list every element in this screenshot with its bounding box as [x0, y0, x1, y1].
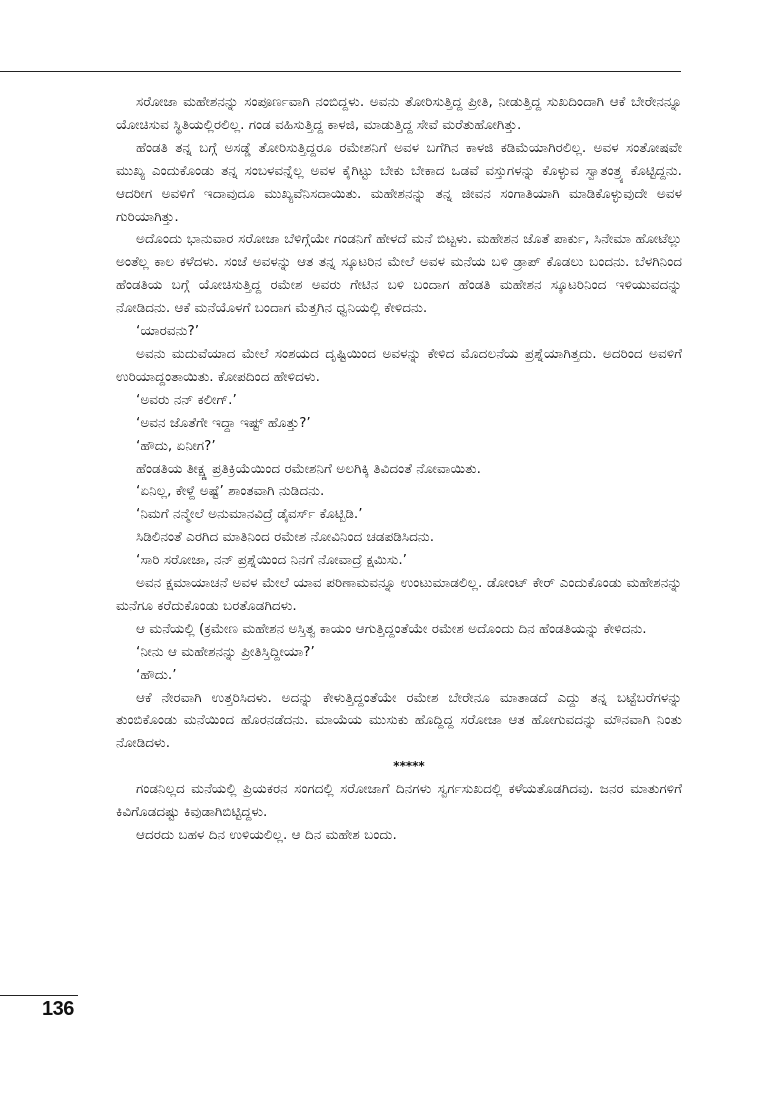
dialogue-line: ‘ಸಾರಿ ಸರೋಜಾ, ನನ್ ಪ್ರಶ್ನೆಯಿಂದ ನಿನಗೆ ನೋವಾದ್ರೆ ಕ್ಷಮಿಸು.’ — [136, 552, 407, 569]
dialogue-line: ‘ಏನಿಲ್ಲ, ಕೇಳ್ದೆ ಅಷ್ಟೆ’ ಶಾಂತವಾಗಿ ನುಡಿದನು. — [136, 483, 325, 500]
footer-rule — [0, 995, 78, 996]
narration-line: ಹೆಂಡತಿಯ ತೀಕ್ಷ್ಣ ಪ್ರತಿಕ್ರಿಯೆಯಿಂದ ರಮೇಶನಿಗೆ ಅಲಗಿಕ್ಕಿ ತಿವಿದಂತೆ ನೋವಾಯಿತು. — [136, 460, 481, 477]
dialogue-line: ‘ನೀನು ಆ ಮಹೇಶನನ್ನು ಪ್ರೀತಿಸ್ತಿದ್ದೀಯಾ?’ — [136, 643, 315, 660]
dialogue-line: ‘ಅವರು ನನ್ ಕಲೀಗ್.’ — [136, 391, 237, 408]
paragraph: ಅವನ ಕ್ಷಮಾಯಾಚನೆ ಅವಳ ಮೇಲೆ ಯಾವ ಪರಿಣಾಮವನ್ನೂ ಉಂಟುಮಾಡಲಿಲ್ಲ. ಡೋಂಟ್ ಕೇರ್ ಎಂದುಕೊಂಡು ಮಹೇಶನನ್ನು ಮನೆಗೂ ಕರೆದುಕೊಂಡು ಬರತೊಡಗಿದಳು. — [116, 575, 682, 614]
section-separator: ***** — [393, 759, 425, 774]
dialogue-line: ‘ಯಾರವನು?’ — [136, 323, 200, 340]
dialogue-line: ‘ನಿಮಗೆ ನನ್ಮೇಲೆ ಅನುಮಾನವಿದ್ರೆ ಡೈವರ್ಸ್ ಕೊಟ್ಬಿಡಿ.’ — [136, 506, 363, 523]
paragraph: ಅವನು ಮದುವೆಯಾದ ಮೇಲೆ ಸಂಶಯದ ದೃಷ್ಟಿಯಿಂದ ಅವಳನ್ನು ಕೇಳಿದ ಮೊದಲನೆಯ ಪ್ರಶ್ನೆಯಾಗಿತ್ತದು. ಅದರಿಂದ ಅವಳಿಗೆ ಉರಿಯಾದ್ದಂತಾಯಿತು. ಕೋಪದಿಂದ ಹೇಳಿದಳು. — [116, 345, 683, 385]
narration-line: ಆದರದು ಬಹಳ ದಿನ ಉಳಿಯಲಿಲ್ಲ. ಆ ದಿನ ಮಹೇಶ ಬಂದು. — [136, 827, 397, 843]
story-text — [116, 91, 682, 847]
paragraph: ಗಂಡನಿಲ್ಲದ ಮನೆಯಲ್ಲಿ ಪ್ರಿಯಕರನ ಸಂಗದಲ್ಲಿ ಸರೋಜಾಗೆ ದಿನಗಳು ಸ್ವರ್ಗಸುಖದಲ್ಲಿ ಕಳೆಯತೊಡಗಿದವು. ಜನರ ಮಾತುಗಳಿಗೆ ಕಿವಿಗೊಡದಷ್ಟು ಕಿವುಡಾಗಿಬಿಟ್ಟಿದ್ದಳು. — [116, 781, 682, 821]
dialogue-line: ‘ಹೌದು, ಏನೀಗ?’ — [136, 437, 216, 454]
paragraph: ಅದೊಂದು ಭಾನುವಾರ ಸರೋಜಾ ಬೆಳಿಗ್ಗೆಯೇ ಗಂಡನಿಗೆ ಹೇಳದೆ ಮನೆ ಬಿಟ್ಟಳು. ಮಹೇಶನ ಜೊತೆ ಪಾರ್ಕು, ಸಿನೇಮಾ ಹೋಟೆಲ್ಲು ಅಂತೆಲ್ಲ ಕಾಲ ಕಳೆದಳು. ಸಂಜೆ ಅವಳನ್ನು ಆತ ತನ್ನ ಸ್ಕೂಟರಿನ ಮೇಲೆ ಅವಳ ಮನೆಯ ಬಳಿ ಡ್ರಾಪ್ ಕೊಡಲು ಬಂದನು. ಬೆಳಗಿನಿಂದ ಹೆಂಡತಿಯ ಬಗ್ಗೆ ಯೋಚಿಸುತ್ತಿದ್ದ ರಮೇಶ ಅವರು ಗೇಟಿನ ಬಳಿ ಬಂದಾಗ ಹೆಂಡತಿ ಮಹೇಶನ ಸ್ಕೂಟರಿನಿಂದ ಇಳಿಯುವದನ್ನು ನೋಡಿದನು. ಆಕೆ ಮನೆಯೊಳಗೆ ಬಂದಾಗ ಮೆತ್ತಗಿನ ಧ್ವನಿಯಲ್ಲಿ ಕೇಳಿದನು. — [116, 231, 682, 317]
dialogue-line: ‘ಅವನ ಜೊತೆಗೇ ಇದ್ದಾ ಇಷ್ಟ್ ಹೊತ್ತು?’ — [136, 414, 311, 431]
paragraph: ಸರೋಜಾ ಮಹೇಶನನ್ನು ಸಂಪೂರ್ಣವಾಗಿ ನಂಬಿದ್ದಳು. ಅವನು ತೋರಿಸುತ್ತಿದ್ದ ಪ್ರೀತಿ, ನೀಡುತ್ತಿದ್ದ ಸುಖದಿಂದಾಗಿ ಆಕೆ ಬೇರೇನನ್ನೂ ಯೋಚಿಸುವ ಸ್ಥಿತಿಯಲ್ಲಿರಲಿಲ್ಲ. ಗಂಡ ವಹಿಸುತ್ತಿದ್ದ ಕಾಳಜಿ, ಮಾಡುತ್ತಿದ್ದ ಸೇವೆ ಮರೆತುಹೋಗಿತ್ತು. — [116, 94, 682, 133]
dialogue-line: ‘ಹೌದು.’ — [136, 666, 177, 683]
paragraph: ಆಕೆ ನೇರವಾಗಿ ಉತ್ತರಿಸಿದಳು. ಅದನ್ನು ಕೇಳುತ್ತಿದ್ದಂತೆಯೇ ರಮೇಶ ಬೇರೇನೂ ಮಾತಾಡದೆ ಎದ್ದು ತನ್ನ ಬಟ್ಟೆಬರೆಗಳನ್ನು ತುಂಬಿಕೊಂಡು ಮನೆಯಿಂದ ಹೊರನಡೆದನು. ಮಾಯೆಯ ಮುಸುಕು ಹೊದ್ದಿದ್ದ ಸರೋಜಾ ಆತ ಹೋಗುವದನ್ನು ಮೌನವಾಗಿ ನಿಂತು ನೋಡಿದಳು. — [116, 689, 682, 752]
paragraph: ಹೆಂಡತಿ ತನ್ನ ಬಗ್ಗೆ ಅಸಡ್ಡೆ ತೋರಿಸುತ್ತಿದ್ದರೂ ರಮೇಶನಿಗೆ ಅವಳ ಬಗೆಗಿನ ಕಾಳಜಿ ಕಡಿಮೆಯಾಗಿರಲಿಲ್ಲ. ಅವಳ ಸಂತೋಷವೇ ಮುಖ್ಯ ಎಂದುಕೊಂಡು ತನ್ನ ಸಂಬಳವನ್ನೆಲ್ಲ ಅವಳ ಕೈಗಿಟ್ಟು ಬೇಕು ಬೇಕಾದ ಒಡವೆ ವಸ್ತುಗಳನ್ನು ಕೊಳ್ಳುವ ಸ್ವಾತಂತ್ರ್ಯ ಕೊಟ್ಟಿದ್ದನು. ಆದರೀಗ ಅವಳಿಗೆ ಇದಾವುದೂ ಮುಖ್ಯವೆನಿಸದಾಯಿತು. ಮಹೇಶನನ್ನು ತನ್ನ ಜೀವನ ಸಂಗಾತಿಯಾಗಿ ಮಾಡಿಕೊಳ್ಳುವುದೇ ಅವಳ ಗುರಿಯಾಗಿತ್ತು. — [116, 139, 682, 225]
page-number: 136 — [42, 998, 74, 1020]
paragraph: ಆ ಮನೆಯಲ್ಲಿ (ಕ್ರಮೇಣ ಮಹೇಶನ ಅಸ್ತಿತ್ವ ಕಾಯಂ ಆಗುತ್ತಿದ್ದಂತೆಯೇ ರಮೇಶ ಅದೊಂದು ದಿನ ಹೆಂಡತಿಯನ್ನು ಕೇಳಿದನು. — [136, 620, 647, 637]
narration-line: ಸಿಡಿಲಿನಂತೆ ಎರಗಿದ ಮಾತಿನಿಂದ ರಮೇಶ ನೋವಿನಿಂದ ಚಡಪಡಿಸಿದನು. — [136, 529, 435, 546]
header-rule — [0, 71, 681, 72]
